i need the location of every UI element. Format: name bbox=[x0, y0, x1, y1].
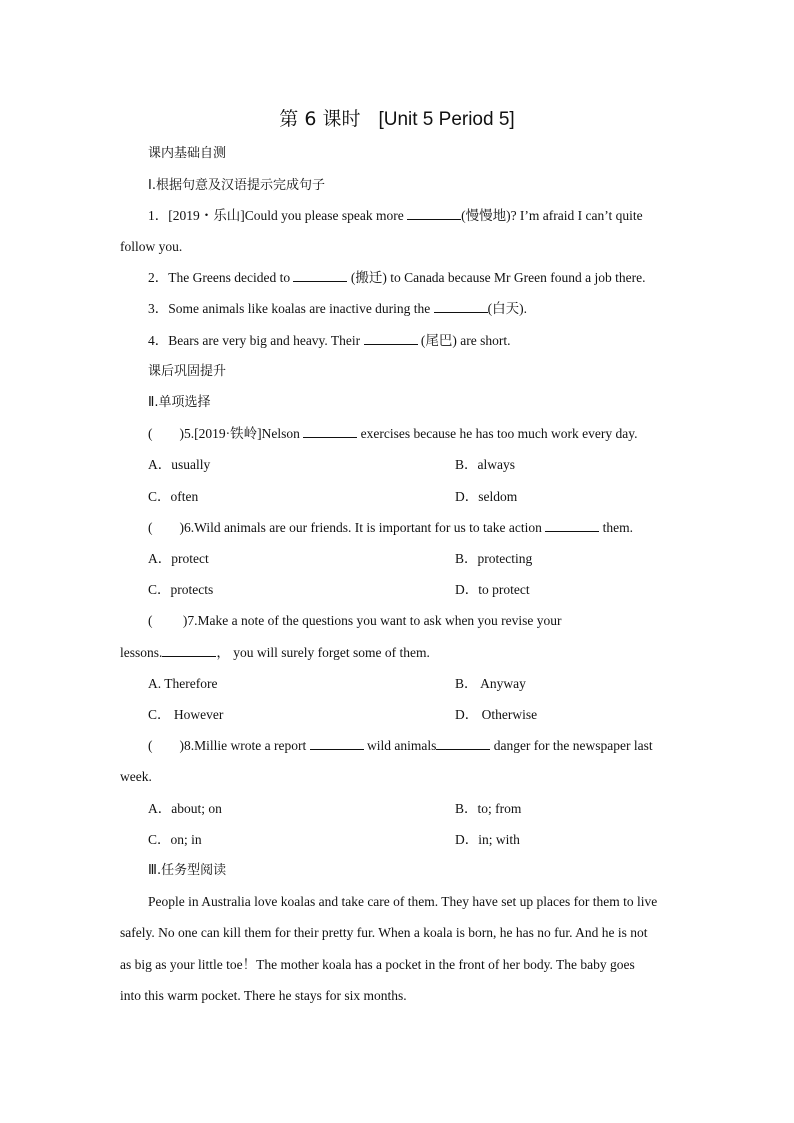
answer-blank[interactable] bbox=[434, 300, 488, 313]
passage-line-2: safely. No one can kill them for their pretty fur. When a koala is born, he has no fur. And he is not bbox=[120, 925, 648, 940]
option-6d[interactable]: D．to protect bbox=[455, 582, 530, 597]
part-heading-3: Ⅲ.任务型阅读 bbox=[148, 863, 227, 878]
answer-blank[interactable] bbox=[407, 207, 461, 220]
option-6c[interactable]: C．protects bbox=[148, 582, 214, 597]
answer-blank[interactable] bbox=[545, 519, 599, 532]
option-6a[interactable]: A．protect bbox=[148, 551, 209, 566]
question-4: 4．Bears are very big and heavy. Their (尾巴) are short. bbox=[148, 333, 511, 348]
answer-blank[interactable] bbox=[364, 332, 418, 345]
question-7-continued: lessons. ， you will surely forget some of them. bbox=[120, 645, 430, 660]
option-6b[interactable]: B．protecting bbox=[455, 551, 533, 566]
option-8a[interactable]: A．about; on bbox=[148, 801, 222, 816]
option-8c[interactable]: C．on; in bbox=[148, 832, 202, 847]
question-8: ( )8.Millie wrote a report wild animals danger for the newspaper last bbox=[148, 738, 653, 753]
answer-blank[interactable] bbox=[293, 269, 347, 282]
answer-blank[interactable] bbox=[436, 737, 490, 750]
question-8-continued: week. bbox=[120, 769, 152, 784]
question-2: 2．The Greens decided to (搬迁) to Canada because Mr Green found a job there. bbox=[148, 270, 646, 285]
title-unit: [Unit 5 Period 5] bbox=[378, 109, 515, 130]
option-7c[interactable]: C． However bbox=[148, 707, 224, 722]
option-7a[interactable]: A. Therefore bbox=[148, 676, 218, 691]
question-1: 1．[2019・乐山]Could you please speak more (慢慢地)? I’m afraid I can’t quite bbox=[148, 208, 643, 223]
passage-line-4: into this warm pocket. There he stays for six months. bbox=[120, 988, 407, 1003]
question-3: 3．Some animals like koalas are inactive during the (白天). bbox=[148, 301, 528, 316]
section-heading-2: 课后巩固提升 bbox=[148, 364, 227, 379]
part-heading-1: Ⅰ.根据句意及汉语提示完成句子 bbox=[148, 178, 325, 193]
option-7b[interactable]: B． Anyway bbox=[455, 676, 526, 691]
passage-line-3: as big as your little toe！The mother koala has a pocket in the front of her body. The baby goes bbox=[120, 957, 635, 972]
answer-blank[interactable] bbox=[310, 737, 364, 750]
option-8b[interactable]: B．to; from bbox=[455, 801, 522, 816]
passage-line-1: People in Australia love koalas and take care of them. They have set up places for them to live bbox=[148, 894, 658, 909]
question-6: ( )6.Wild animals are our friends. It is important for us to take action them. bbox=[148, 520, 633, 535]
answer-blank[interactable] bbox=[303, 425, 357, 438]
question-7: ( )7.Make a note of the questions you want to ask when you revise your bbox=[148, 613, 562, 628]
answer-blank[interactable] bbox=[162, 644, 216, 657]
option-8d[interactable]: D．in; with bbox=[455, 832, 520, 847]
option-5b[interactable]: B．always bbox=[455, 457, 515, 472]
section-heading-1: 课内基础自测 bbox=[148, 146, 227, 161]
title-lesson: 第 6 课时 bbox=[279, 108, 361, 130]
option-5a[interactable]: A．usually bbox=[148, 457, 211, 472]
question-1-continued: follow you. bbox=[120, 239, 183, 254]
part-heading-2: Ⅱ.单项选择 bbox=[148, 395, 211, 410]
option-7d[interactable]: D． Otherwise bbox=[455, 707, 538, 722]
option-5c[interactable]: C．often bbox=[148, 489, 199, 504]
question-5: ( )5.[2019·铁岭]Nelson exercises because he has too much work every day. bbox=[148, 426, 638, 441]
option-5d[interactable]: D．seldom bbox=[455, 489, 518, 504]
page-title bbox=[0, 104, 794, 131]
